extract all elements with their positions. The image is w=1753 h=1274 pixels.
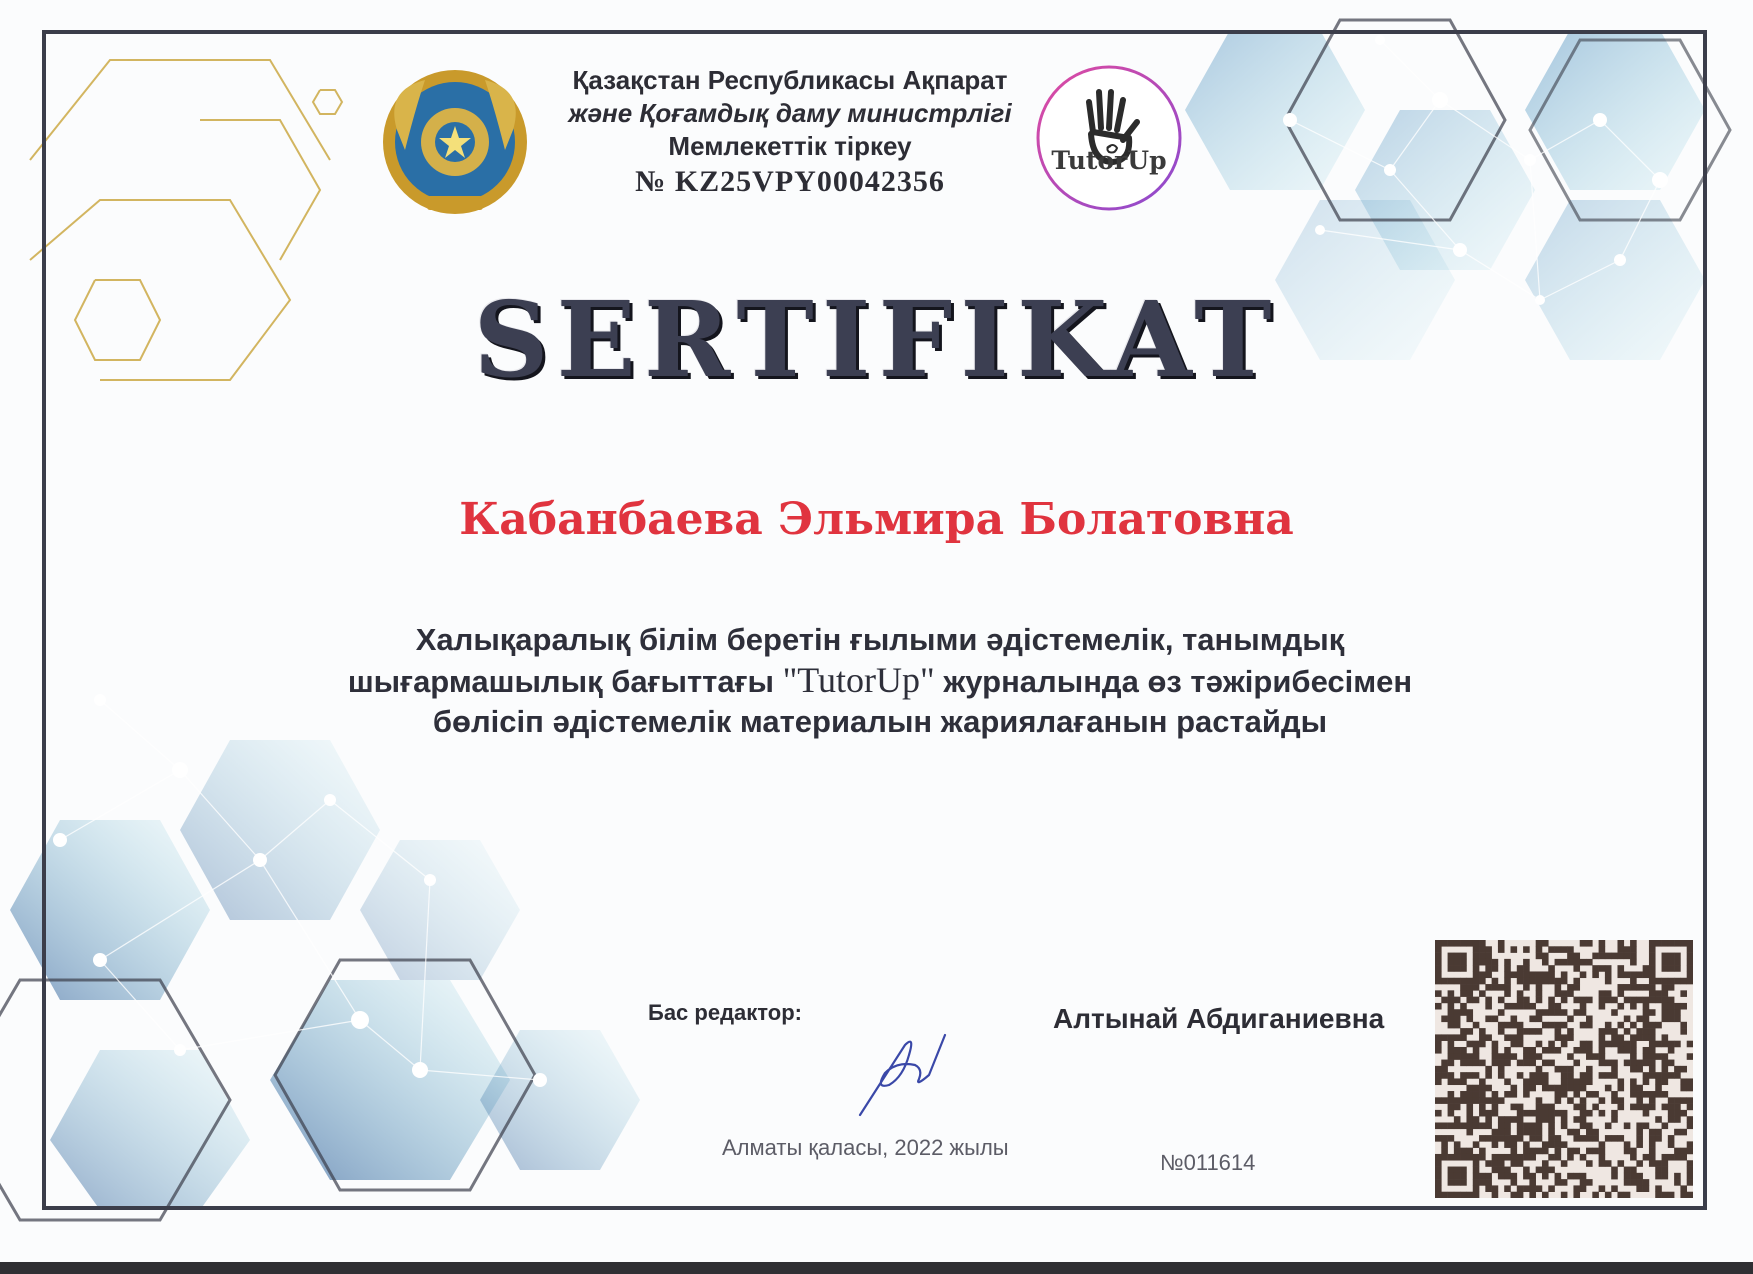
description-line-2 (220, 660, 1540, 702)
journal-name: "TutorUp" (782, 660, 935, 700)
tutorup-logo (1033, 62, 1185, 214)
city-year: Алматы қаласы, 2022 жылы (722, 1135, 1009, 1160)
description-line-3: бөлісіп әдістемелік материалын жариялағанын растайды (432, 704, 1328, 739)
description-line-2-before: шығармашылық бағыттағы (347, 664, 783, 699)
recipient-name: Кабанбаева Эльмира Болатовна (459, 494, 1294, 545)
certificate-title: SERTIFIKAT (473, 278, 1280, 401)
description-line-1: Халықаралық білім беретін ғылыми әдістемелік, танымдық (415, 622, 1345, 657)
registration-line-2: және Қоғамдық даму министрлігі (568, 98, 1012, 128)
scan-edge (0, 1262, 1753, 1274)
registration-block (540, 64, 1040, 201)
editor-label: Бас редактор: (648, 1000, 802, 1025)
editor-signature (845, 1015, 965, 1125)
registration-number: № KZ25VPY00042356 (635, 165, 945, 198)
registration-line-3: Мемлекеттік тіркеу (668, 131, 912, 161)
certificate-description (220, 620, 1540, 742)
description-line-2-after: журналында өз тәжірибесімен (934, 664, 1413, 699)
registration-line-1: Қазақстан Республикасы Ақпарат (572, 65, 1008, 95)
tutorup-logo-text: TutorUp (1051, 146, 1167, 175)
kazakhstan-state-emblem-icon (375, 60, 535, 220)
qr-code-icon (1435, 940, 1693, 1198)
certificate-number: №011614 (1160, 1150, 1256, 1175)
editor-name: Алтынай Абдиганиевна (1053, 1003, 1385, 1034)
